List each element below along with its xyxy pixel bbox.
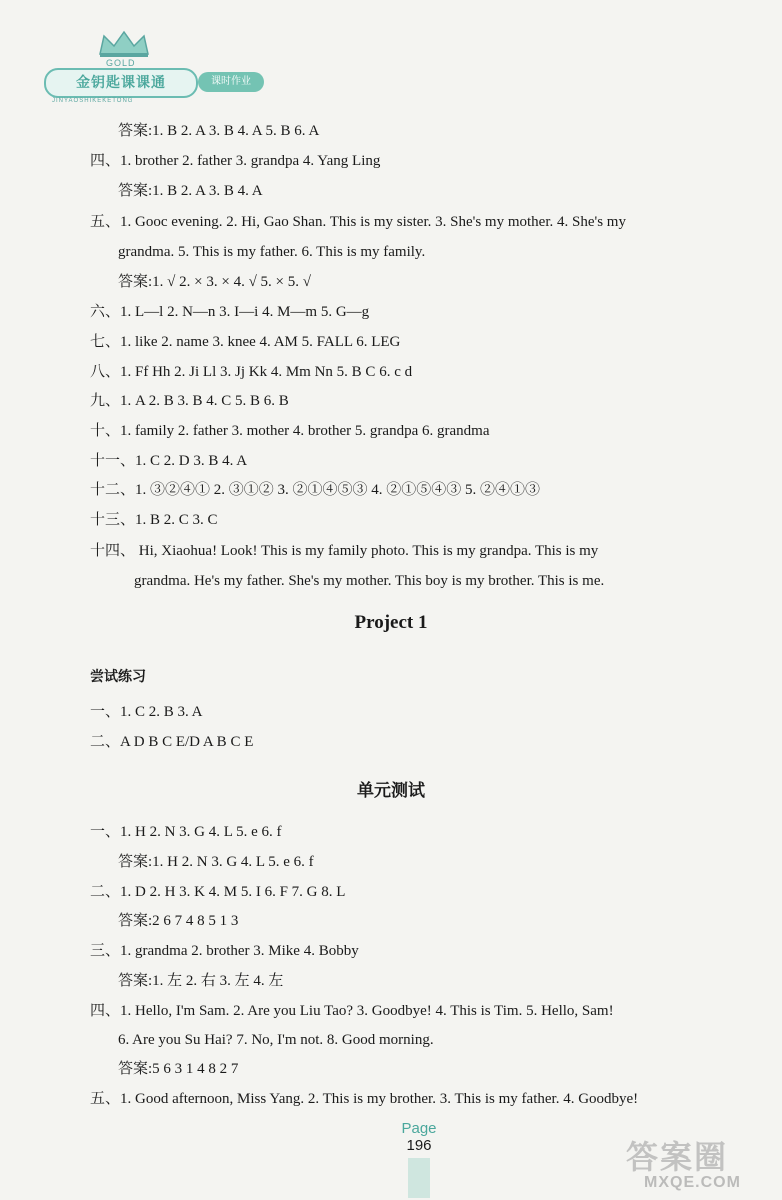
answer-line: 6. Are you Su Hai? 7. No, I'm not. 8. Good morning. xyxy=(118,1032,434,1048)
logo-pinyin: JINYAOSHIKEKETONG xyxy=(52,98,134,104)
answer-line: 八、1. Ff Hh 2. Ji Ll 3. Jj Kk 4. Mm Nn 5. B C 6. c d xyxy=(90,364,413,380)
answer-line: grandma. 5. This is my father. 6. This is my family. xyxy=(118,244,426,260)
answer-line: 七、1. like 2. name 3. knee 4. AM 5. FALL 6. LEG xyxy=(90,334,401,350)
answer-line: 四、1. Hello, I'm Sam. 2. Are you Liu Tao? 3. Goodbye! 4. This is Tim. 5. Hello, Sam! xyxy=(90,1003,614,1019)
page-footer xyxy=(394,1120,444,1198)
watermark-logo xyxy=(626,1132,776,1194)
answer-line: 六、1. L—l 2. N—n 3. I—i 4. M—m 5. G—g xyxy=(90,304,370,320)
publisher-logo xyxy=(44,30,274,106)
watermark-text: 答案圈 xyxy=(626,1138,729,1176)
watermark-url: MXQE.COM xyxy=(644,1174,741,1191)
answer-line: 十四、 Hi, Xiaohua! Look! This is my family photo. This is my grandpa. This is my xyxy=(90,543,599,559)
logo-gold-text: GOLD xyxy=(106,58,136,68)
answer-line: grandma. He's my father. She's my mother. This boy is my brother. This is me. xyxy=(134,573,605,589)
footer-bar xyxy=(408,1158,430,1198)
answer-line: 答案:1. √ 2. × 3. × 4. √ 5. × 5. √ xyxy=(118,274,311,290)
logo-brand-text: 金钥匙课课通 xyxy=(44,68,198,98)
answer-line: 九、1. A 2. B 3. B 4. C 5. B 6. B xyxy=(90,393,289,409)
answer-line: 五、1. Gooc evening. 2. Hi, Gao Shan. This is my sister. 3. She's my mother. 4. She's my xyxy=(90,214,626,230)
answer-line: 答案:1. 左 2. 右 3. 左 4. 左 xyxy=(118,973,284,989)
project-heading: Project 1 xyxy=(354,612,428,633)
answer-line: 答案:1. H 2. N 3. G 4. L 5. e 6. f xyxy=(118,854,314,870)
answer-line: 十一、1. C 2. D 3. B 4. A xyxy=(90,453,248,469)
answer-line: 一、1. C 2. B 3. A xyxy=(90,704,203,720)
unit-test-heading: 单元测试 xyxy=(357,781,425,801)
logo-badge: 课时作业 xyxy=(198,72,264,92)
answer-line: 答案:1. B 2. A 3. B 4. A 5. B 6. A xyxy=(118,123,320,139)
answer-line: 二、1. D 2. H 3. K 4. M 5. I 6. F 7. G 8. L xyxy=(90,884,346,900)
answer-line: 二、A D B C E/D A B C E xyxy=(90,734,254,750)
answer-line: 十三、1. B 2. C 3. C xyxy=(90,512,218,528)
answer-line: 答案:5 6 3 1 4 8 2 7 xyxy=(118,1061,239,1077)
answer-line: 三、1. grandma 2. brother 3. Mike 4. Bobby xyxy=(90,943,359,959)
try-practice-heading: 尝试练习 xyxy=(90,669,146,685)
answer-line: 答案:2 6 7 4 8 5 1 3 xyxy=(118,913,239,929)
answer-line: 五、1. Good afternoon, Miss Yang. 2. This is my brother. 3. This is my father. 4. Goodbye! xyxy=(90,1091,639,1107)
answer-line: 答案:1. B 2. A 3. B 4. A xyxy=(118,183,263,199)
crown-icon xyxy=(94,30,154,58)
answer-line: 一、1. H 2. N 3. G 4. L 5. e 6. f xyxy=(90,824,282,840)
answer-line: 四、1. brother 2. father 3. grandpa 4. Yang Ling xyxy=(90,153,381,169)
page-label: Page xyxy=(401,1120,437,1137)
answer-line: 十、1. family 2. father 3. mother 4. brother 5. grandpa 6. grandma xyxy=(90,423,490,439)
answer-line: 十二、1. ③②④① 2. ③①② 3. ②①④⑤③ 4. ②①⑤④③ 5. ②④①③ xyxy=(90,482,541,498)
page-number: 196 xyxy=(406,1137,432,1154)
